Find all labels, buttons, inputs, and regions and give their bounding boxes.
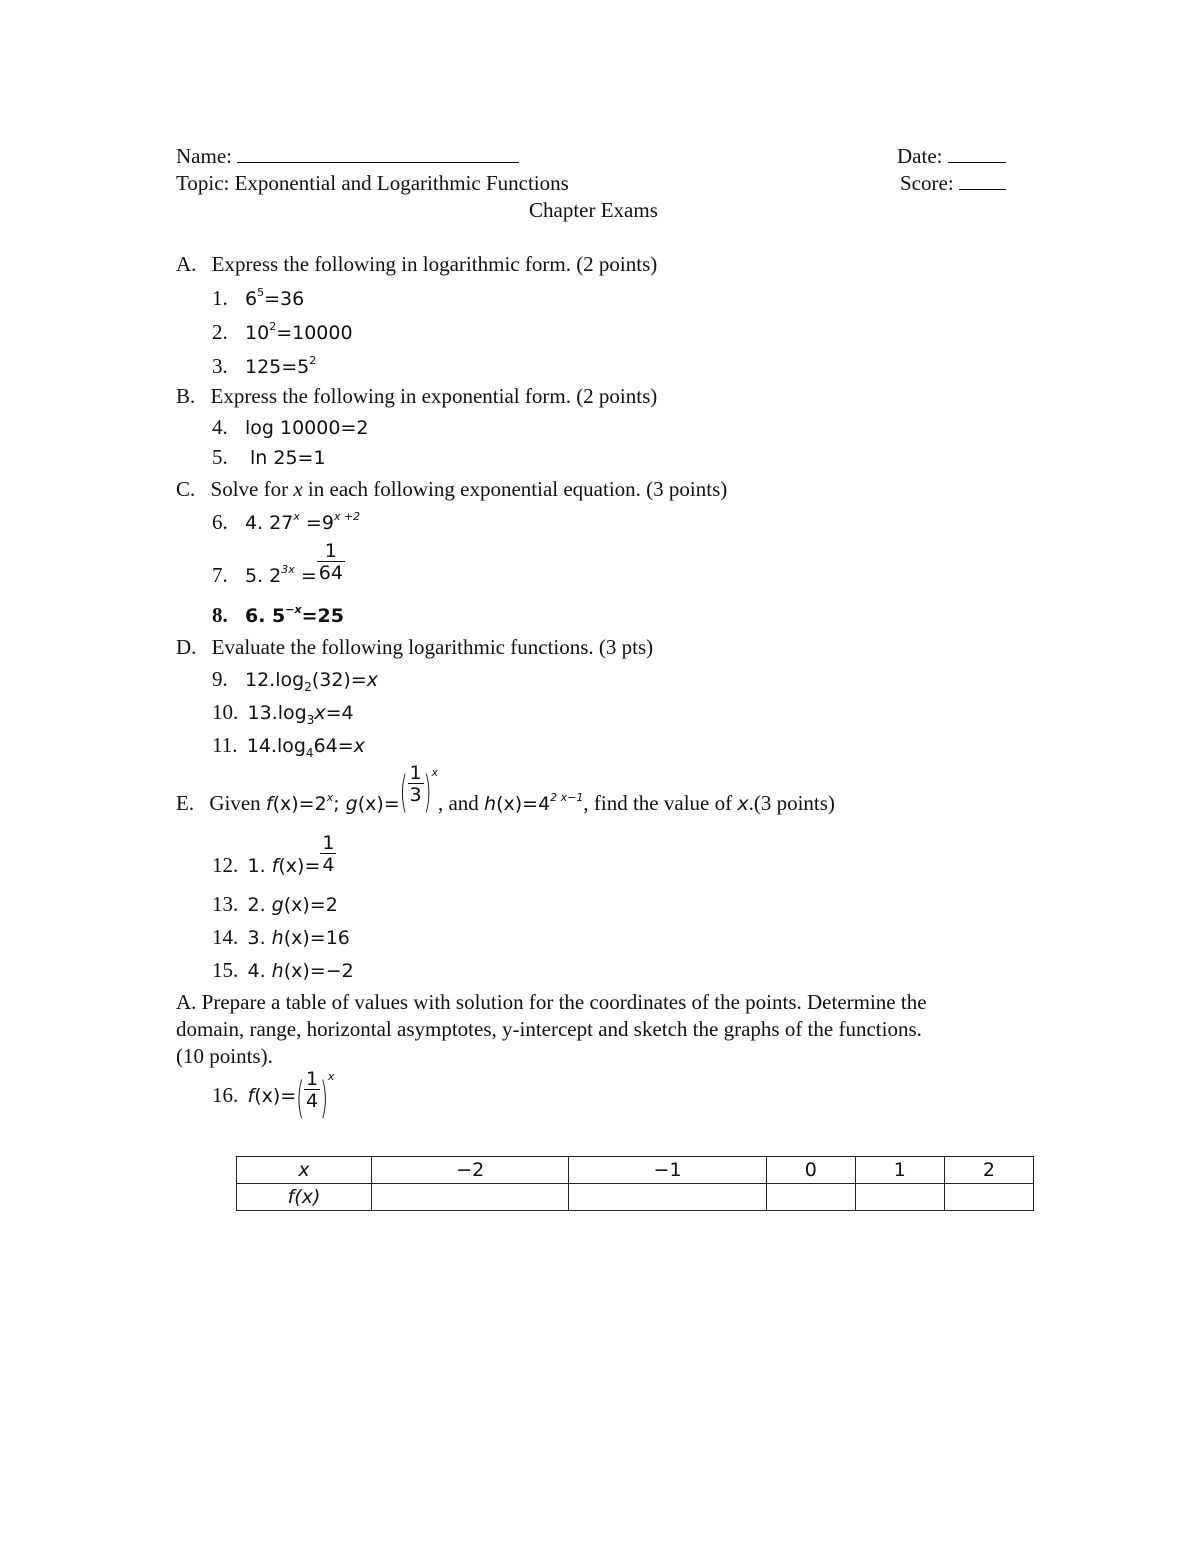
table-cell-blank[interactable] [372, 1184, 569, 1211]
item-13 [212, 892, 338, 917]
item-16-number: 16. [212, 1083, 239, 1107]
item-12-number: 12. [212, 853, 239, 877]
item-16-expr: f(x)=( $\frac{1}{4}$ )$^x$ [247, 1068, 335, 1123]
item-1-expr: $6^5=36$ [245, 286, 305, 310]
table-cell-blank[interactable] [855, 1184, 944, 1211]
section-b-heading [176, 384, 657, 409]
section-a2-line3: (10 points). [176, 1044, 273, 1068]
values-table [236, 1156, 1034, 1211]
table-header-cell: 1 [855, 1157, 944, 1184]
topic-line: Topic: Exponential and Logarithmic Functions [176, 171, 569, 195]
name-label: Name: [176, 144, 232, 168]
item-2-number: 2. [212, 320, 228, 344]
item-6-expr: 4. $27^x =9^{x +2}$ [245, 510, 361, 534]
section-a-heading [176, 252, 657, 277]
item-14 [212, 925, 350, 950]
item-14-number: 14. [212, 925, 239, 949]
score-label: Score: [900, 171, 954, 195]
item-8 [212, 603, 344, 628]
item-15 [212, 958, 354, 983]
item-10 [212, 700, 354, 725]
item-12-expr: 1. f(x)= $\frac{1}{4}$ [247, 832, 335, 877]
section-a-text: Express the following in logarithmic form. (2 points) [211, 252, 658, 276]
name-blank[interactable] [237, 144, 519, 163]
date-label: Date: [897, 144, 943, 168]
section-c-heading [176, 477, 727, 502]
item-2-expr: $10^2=10000$ [245, 320, 353, 344]
table-cell-blank[interactable] [766, 1184, 855, 1211]
item-6 [212, 510, 360, 535]
section-e-heading [176, 762, 835, 817]
item-3-number: 3. [212, 354, 228, 378]
table-cell-blank[interactable] [569, 1184, 766, 1211]
date-field [897, 144, 1006, 169]
section-e-letter: E. [176, 791, 195, 815]
section-e-text: Given $f(x)=2^x$; g(x)=( $\frac{1}{3}$ )$^x$, and $h(x)=4^{2 x-1}$, find the value of x.(3 points) [209, 762, 835, 817]
item-5-number: 5. [212, 445, 228, 469]
item-13-expr: 2. g(x)=2 [247, 894, 338, 916]
section-d-letter: D. [176, 635, 197, 659]
section-a2-line2: domain, range, horizontal asymptotes, y-intercept and sketch the graphs of the functions. [176, 1017, 922, 1041]
item-5 [212, 445, 326, 470]
item-6-number: 6. [212, 510, 228, 534]
item-7-expr: 5. $2^{3x}$ = $\frac{1}{64}$ [245, 540, 343, 587]
section-c-letter: C. [176, 477, 196, 501]
item-13-number: 13. [212, 892, 239, 916]
name-field [176, 144, 519, 169]
table-header-cell: 2 [944, 1157, 1033, 1184]
table-cell-blank[interactable] [944, 1184, 1033, 1211]
item-7-number: 7. [212, 563, 228, 587]
item-4 [212, 415, 368, 440]
table-header-cell: 0 [766, 1157, 855, 1184]
item-2 [212, 320, 353, 345]
table-header-cell: −1 [569, 1157, 766, 1184]
item-11-expr: $14.\log_464=x$ [246, 735, 365, 760]
score-field [900, 171, 1006, 196]
section-d-text: Evaluate the following logarithmic functions. (3 pts) [211, 635, 654, 659]
item-15-expr: 4. h(x)=−2 [247, 960, 354, 982]
item-5-expr: ln 25=1 [250, 447, 326, 469]
table-header-row [237, 1157, 1034, 1184]
item-12 [212, 834, 336, 875]
item-3-expr: $125=5^2$ [245, 354, 317, 378]
item-10-expr: $13.\log_3x=4$ [247, 702, 354, 727]
item-1 [212, 286, 304, 311]
item-16 [212, 1068, 335, 1123]
section-c-text: Solve for x in each following exponential equation. (3 points) [210, 477, 728, 501]
table-row-label: f(x) [237, 1184, 372, 1211]
item-15-number: 15. [212, 958, 239, 982]
section-a-letter: A. [176, 252, 197, 276]
section-d-heading [176, 635, 653, 660]
item-11-number: 11. [212, 733, 238, 757]
table-row [237, 1184, 1034, 1211]
item-3 [212, 354, 316, 379]
item-9-number: 9. [212, 667, 228, 691]
table-header-cell: −2 [372, 1157, 569, 1184]
item-10-number: 10. [212, 700, 239, 724]
item-4-expr: log 10000=2 [245, 417, 369, 439]
section-b-text: Express the following in exponential form. (2 points) [210, 384, 658, 408]
score-blank[interactable] [959, 171, 1006, 190]
item-9-expr: $12.\log_2(32)=x$ [245, 669, 378, 694]
item-8-number: 8. [212, 603, 228, 627]
item-7 [212, 540, 345, 587]
item-4-number: 4. [212, 415, 228, 439]
section-b-letter: B. [176, 384, 196, 408]
item-1-number: 1. [212, 286, 228, 310]
date-blank[interactable] [948, 144, 1006, 163]
table-header-x: x [237, 1157, 372, 1184]
item-8-expr: 6. $5^{-x}=25$ [245, 603, 344, 627]
exam-title: Chapter Exams [529, 198, 658, 222]
section-a2-line1: A. Prepare a table of values with solution for the coordinates of the points. Determine the [176, 990, 927, 1014]
item-9 [212, 667, 378, 692]
item-11 [212, 733, 365, 758]
item-14-expr: 3. h(x)=16 [247, 927, 350, 949]
